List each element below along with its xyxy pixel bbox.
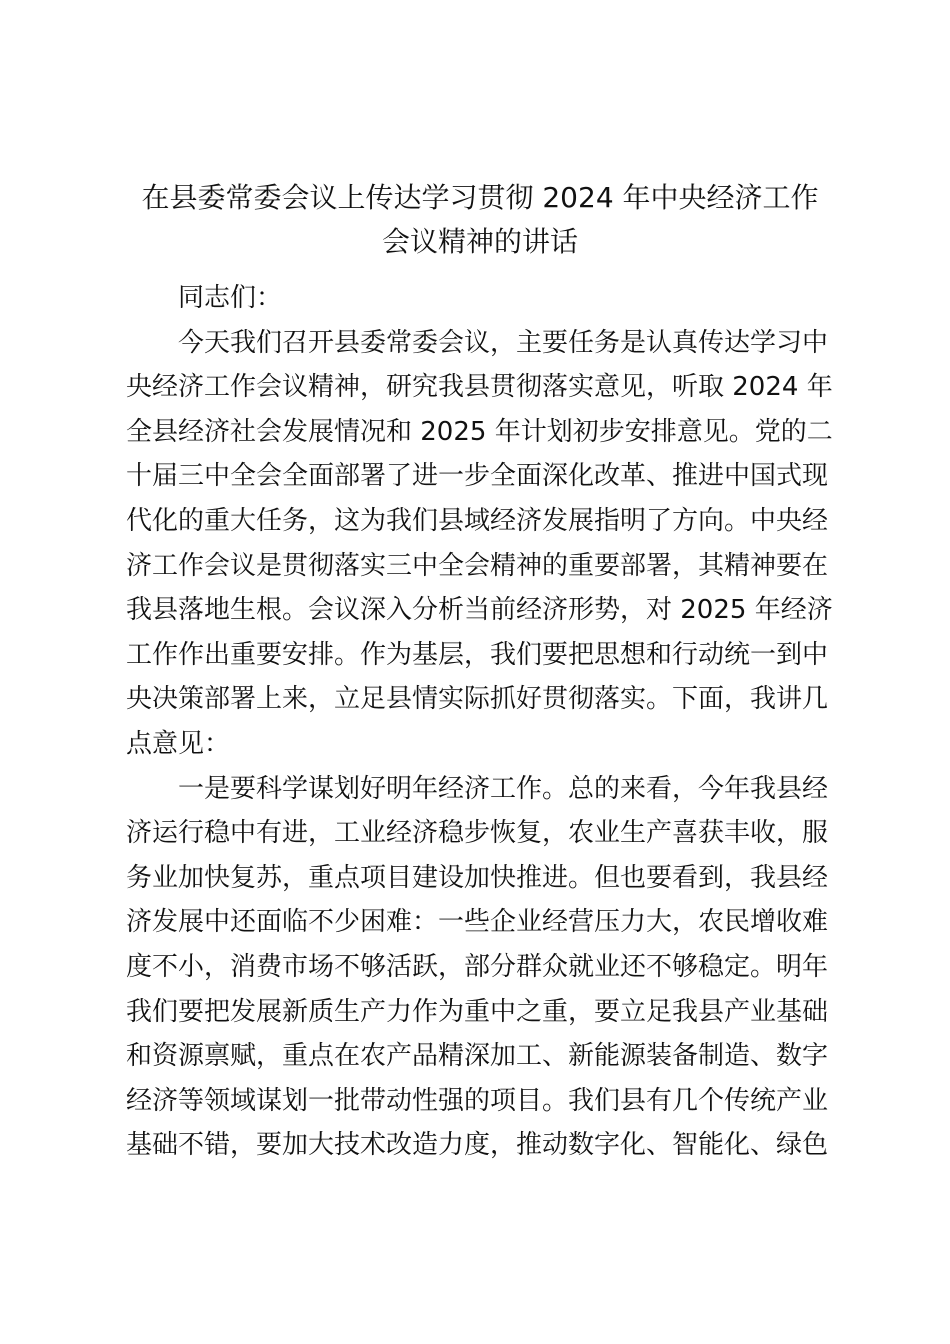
paragraph-line: 经济等领域谋划一批带动性强的项目。我们县有几个传统产业	[126, 1085, 829, 1116]
paragraph-line: 和资源禀赋，重点在农产品精深加工、新能源装备制造、数字	[126, 1041, 829, 1072]
paragraph-line: 一是要科学谋划好明年经济工作。总的来看，今年我县经	[178, 773, 829, 804]
paragraph-2	[126, 767, 829, 1168]
paragraph-line: 十届三中全会全面部署了进一步全面深化改革、推进中国式现	[126, 461, 829, 492]
paragraph-line: 央决策部署上来，立足县情实际抓好贯彻落实。下面，我讲几	[126, 684, 829, 715]
paragraph-line: 全县经济社会发展情况和 2025 年计划初步安排意见。党的二	[126, 416, 833, 447]
paragraph-1	[126, 321, 833, 767]
title-line-1: 在县委常委会议上传达学习贯彻 2024 年中央经济工作	[141, 181, 819, 214]
paragraph-line: 央经济工作会议精神，研究我县贯彻落实意见，听取 2024 年	[126, 372, 833, 403]
paragraph-line: 济运行稳中有进，工业经济稳步恢复，农业生产喜获丰收，服	[126, 818, 829, 849]
paragraph-line: 基础不错，要加大技术改造力度，推动数字化、智能化、绿色	[126, 1130, 829, 1161]
salutation-text: 同志们：	[178, 283, 283, 313]
paragraph-line: 济工作会议是贯彻落实三中全会精神的重要部署，其精神要在	[126, 550, 829, 581]
title-line-2: 会议精神的讲话	[381, 225, 578, 258]
paragraph-line: 点意见：	[126, 728, 231, 759]
salutation	[126, 276, 818, 321]
paragraph-line: 我们要把发展新质生产力作为重中之重，要立足我县产业基础	[126, 996, 829, 1027]
paragraph-line: 我县落地生根。会议深入分析当前经济形势，对 2025 年经济	[126, 595, 833, 626]
paragraph-line: 工作作出重要安排。作为基层，我们要把思想和行动统一到中	[126, 639, 829, 670]
document-title	[120, 176, 840, 264]
paragraph-line: 济发展中还面临不少困难：一些企业经营压力大，农民增收难	[126, 907, 829, 938]
paragraph-line: 度不小，消费市场不够活跃，部分群众就业还不够稳定。明年	[126, 951, 829, 982]
paragraph-line: 务业加快复苏，重点项目建设加快推进。但也要看到，我县经	[126, 862, 829, 893]
paragraph-line: 今天我们召开县委常委会议，主要任务是认真传达学习中	[178, 327, 829, 358]
document-body	[126, 276, 833, 1168]
paragraph-line: 代化的重大任务，这为我们县域经济发展指明了方向。中央经	[126, 505, 829, 536]
